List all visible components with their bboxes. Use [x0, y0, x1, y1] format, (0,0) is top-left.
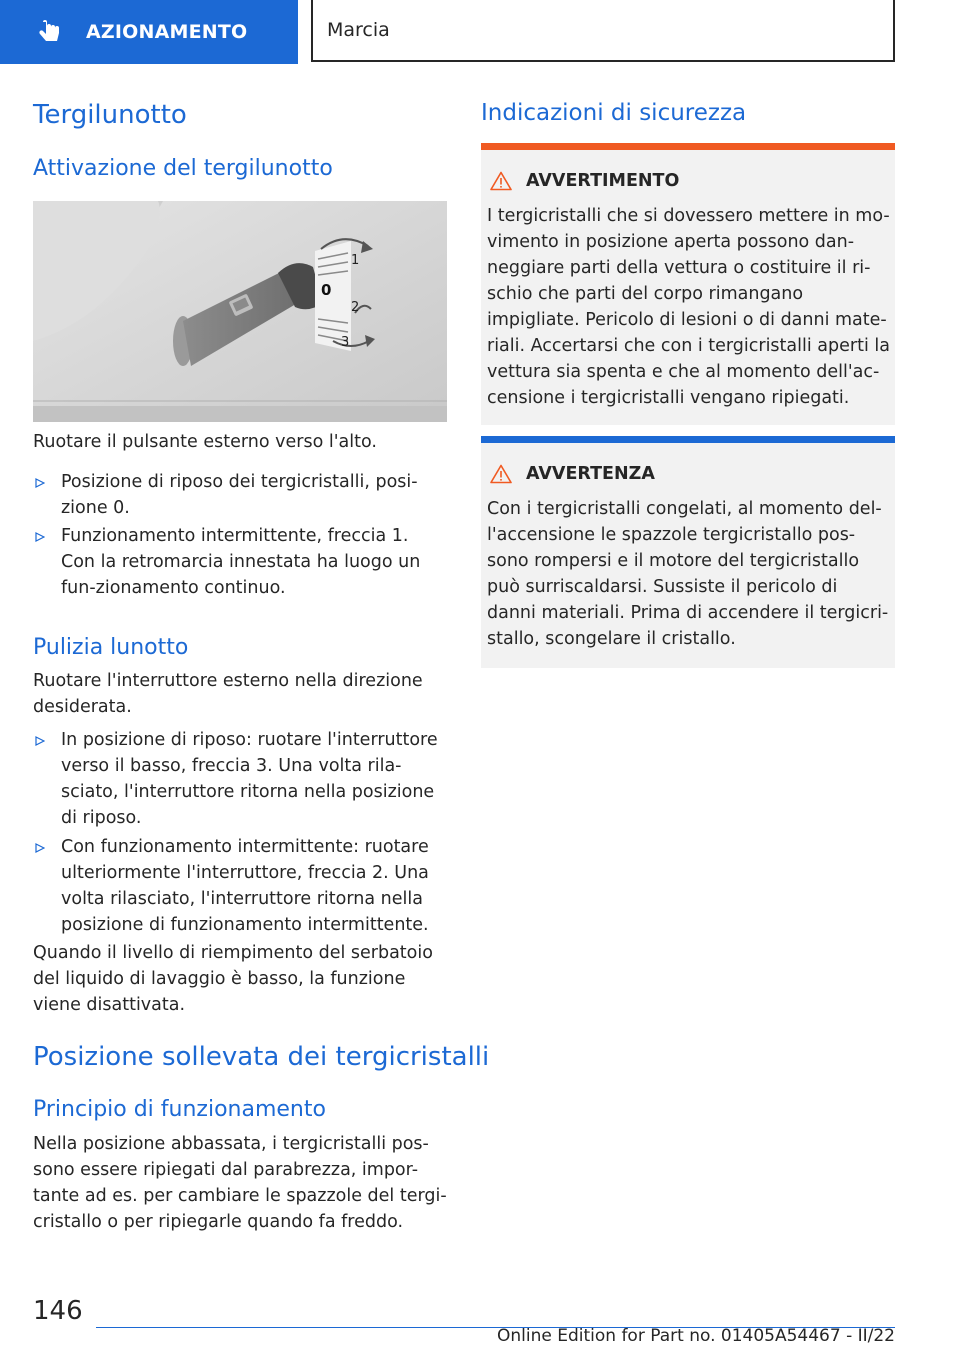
- principle-paragraph: Nella posizione abbassata, i tergicristalli pos-sono essere ripiegati dal parabrezza, impor-tante ad es. per cambiare le spazzole del tergi-cristallo o per ripiegarle quando fa freddo.: [33, 1134, 447, 1232]
- section-tab[interactable]: [0, 0, 298, 64]
- caution-box: [481, 436, 895, 668]
- cleaning-paragraph: Ruotare l'interruttore esterno nella direzione desiderata.: [33, 671, 423, 717]
- intro-paragraph: Ruotare il pulsante esterno verso l'alto.: [33, 432, 377, 452]
- triangle-bullet-icon: [35, 736, 45, 746]
- figure-label-1: 1: [351, 253, 360, 268]
- wiper-stalk-illustration: [33, 201, 447, 422]
- safety-title: Indicazioni di sicurezza: [481, 100, 747, 126]
- chapter-box: [311, 0, 895, 62]
- triangle-bullet-icon: [35, 532, 45, 542]
- section-title: Tergilunotto: [33, 100, 187, 130]
- subsection-title-principle: Principio di funzionamento: [33, 1097, 326, 1122]
- subsection-title-cleaning: Pulizia lunotto: [33, 635, 189, 660]
- warning-heading: AVVERTIMENTO: [490, 171, 679, 191]
- figure-label-3: 3: [341, 335, 350, 350]
- warning-bar: [481, 143, 895, 150]
- triangle-bullet-icon: [35, 843, 45, 853]
- caution-text: Con i tergicristalli congelati, al momento del-l'accensione le spazzole tergicristallo pos-sono rompersi e il motore del tergicristallo può surriscaldarsi. Sussiste il pericolo di danni materiali. Prima di accendere il tergicri-stallo, scongelare il cristallo.: [487, 499, 889, 649]
- hand-pointer-icon: [38, 19, 64, 45]
- list-item: Posizione di riposo dei tergicristalli, posi-zione 0.: [33, 469, 447, 521]
- chapter-label: Marcia: [327, 19, 390, 41]
- triangle-bullet-icon: [35, 478, 45, 488]
- fluid-level-paragraph: Quando il livello di riempimento del serbatoio del liquido di lavaggio è basso, la funzione viene disattivata.: [33, 943, 433, 1015]
- warning-triangle-icon: [490, 171, 512, 191]
- page-number: 146: [33, 1296, 83, 1326]
- warning-triangle-icon: [490, 464, 512, 484]
- section-title-raised-position: Posizione sollevata dei tergicristalli: [33, 1042, 490, 1072]
- list-item: In posizione di riposo: ruotare l'interruttore verso il basso, freccia 3. Una volta rila-sciato, l'interruttore ritorna nella posizione di riposo.: [33, 727, 447, 831]
- section-label: AZIONAMENTO: [86, 21, 248, 43]
- subsection-title-activation: Attivazione del tergilunotto: [33, 156, 333, 181]
- figure-label-2: 2: [351, 300, 360, 315]
- warning-box: [481, 143, 895, 425]
- warning-text: I tergicristalli che si dovessero mettere in mo-vimento in posizione aperta possono dan-neggiare parti della vettura o costituire il ri-schio che parti del corpo rimangano impigliate. Pericolo di lesioni o di danni mate-riali. Accertarsi che con i tergicristalli aperti la vettura sia spenta e che al momento dell'ac-censione i tergicristalli vengano ripiegati.: [487, 206, 890, 408]
- footer-edition: Online Edition for Part no. 01405A54467 - II/22: [496, 1326, 895, 1346]
- figure-label-0: 0: [321, 281, 332, 299]
- caution-bar: [481, 436, 895, 443]
- caution-heading: AVVERTENZA: [490, 464, 655, 484]
- list-item: Funzionamento intermittente, freccia 1. Con la retromarcia innestata ha luogo un fun-zionamento continuo.: [33, 523, 447, 601]
- list-item: Con funzionamento intermittente: ruotare ulteriormente l'interruttore, freccia 2. Una volta rilasciato, l'interruttore ritorna nella posizione di funzionamento intermittente.: [33, 834, 447, 938]
